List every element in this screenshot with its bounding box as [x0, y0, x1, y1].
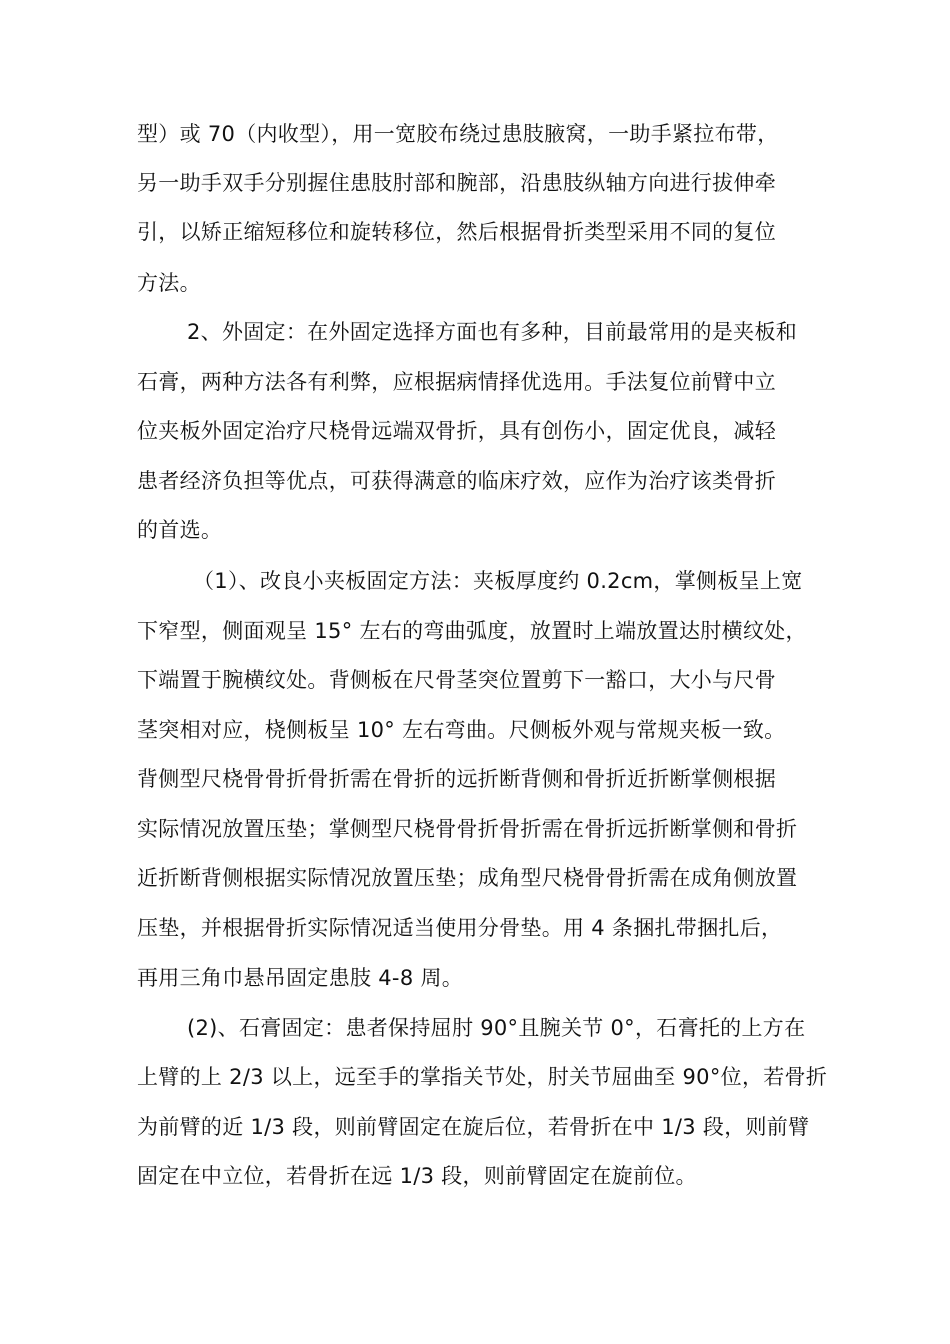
text-line: (2)、石膏固定：患者保持屈肘 90°且腕关节 0°，石膏托的上方在	[187, 1016, 806, 1040]
text-line: 茎突相对应，桡侧板呈 10° 左右弯曲。尺侧板外观与常规夹板一致。	[137, 718, 786, 742]
text-line: 下窄型，侧面观呈 15° 左右的弯曲弧度，放置时上端放置达肘横纹处，	[137, 619, 807, 643]
text-line: 为前臂的近 1/3 段，则前臂固定在旋后位，若骨折在中 1/3 段，则前臂	[137, 1115, 810, 1139]
text-line: 另一助手双手分别握住患肢肘部和腕部，沿患肢纵轴方向进行拔伸牵	[137, 171, 776, 195]
text-line: 石膏，两种方法各有利弊，应根据病情择优选用。手法复位前臂中立	[137, 370, 776, 394]
text-line: 引，以矫正缩短移位和旋转移位，然后根据骨折类型采用不同的复位	[137, 220, 776, 244]
text-line: 型）或 70（内收型），用一宽胶布绕过患肢腋窝，一助手紧拉布带，	[137, 122, 779, 146]
text-line: 固定在中立位，若骨折在远 1/3 段，则前臂固定在旋前位。	[137, 1164, 697, 1188]
text-line: 实际情况放置压垫；掌侧型尺桡骨骨折骨折需在骨折远折断掌侧和骨折	[137, 817, 798, 841]
text-line: 上臂的上 2/3 以上，远至手的掌指关节处，肘关节屈曲至 90°位，若骨折	[137, 1065, 828, 1089]
text-line: 方法。	[137, 271, 201, 295]
text-line: 压垫，并根据骨折实际情况适当使用分骨垫。用 4 条捆扎带捆扎后，	[137, 916, 783, 940]
text-line: 再用三角巾悬吊固定患肢 4-8 周。	[137, 966, 464, 990]
text-line: 2、外固定：在外固定选择方面也有多种，目前最常用的是夹板和	[187, 320, 798, 344]
text-line: 位夹板外固定治疗尺桡骨远端双骨折，具有创伤小，固定优良，减轻	[137, 419, 776, 443]
text-line: 背侧型尺桡骨骨折骨折需在骨折的远折断背侧和骨折近折断掌侧根据	[137, 767, 776, 791]
text-line: （1）、改良小夹板固定方法：夹板厚度约 0.2cm，掌侧板呈上宽	[193, 569, 803, 593]
text-line: 近折断背侧根据实际情况放置压垫；成角型尺桡骨骨折需在成角侧放置	[137, 866, 798, 890]
text-line: 患者经济负担等优点，可获得满意的临床疗效，应作为治疗该类骨折	[137, 469, 776, 493]
text-line: 下端置于腕横纹处。背侧板在尺骨茎突位置剪下一豁口，大小与尺骨	[137, 668, 776, 692]
text-line: 的首选。	[137, 518, 223, 542]
